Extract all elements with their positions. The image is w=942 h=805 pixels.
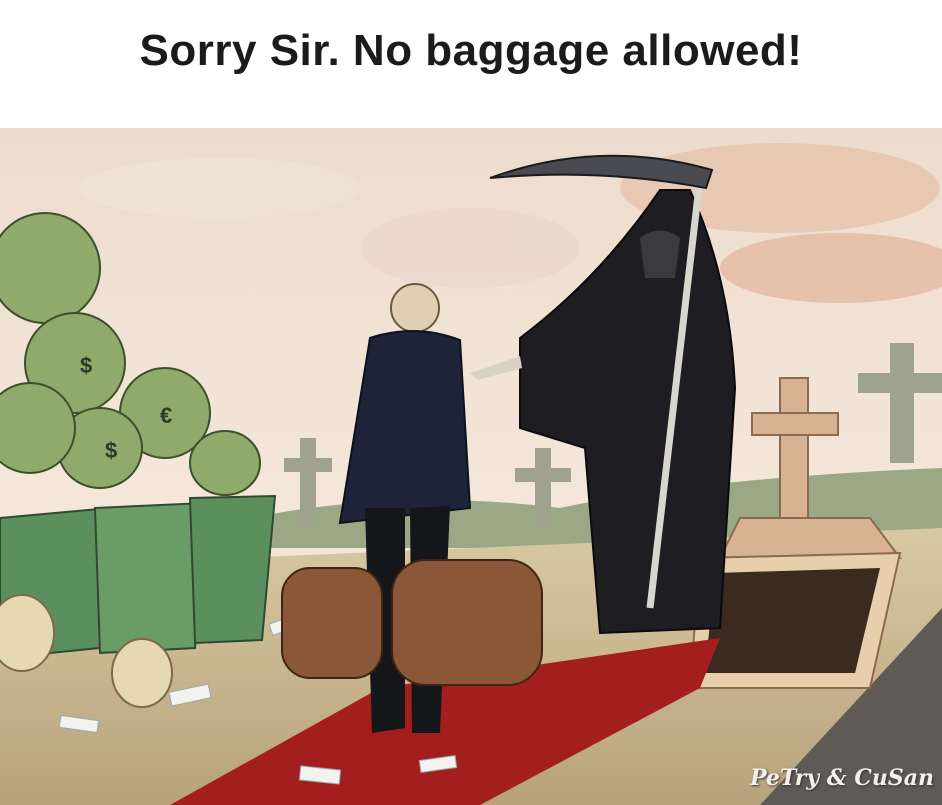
caption-band <box>0 0 942 128</box>
svg-text:$: $ <box>105 438 118 463</box>
svg-text:$: $ <box>80 353 93 378</box>
meme-caption: Sorry Sir. No baggage allowed! <box>139 26 803 75</box>
cartoon-illustration <box>0 128 942 805</box>
suitcases <box>282 560 542 685</box>
svg-text:€: € <box>160 403 173 428</box>
artist-signature: PeTry & CuSan <box>750 765 934 791</box>
